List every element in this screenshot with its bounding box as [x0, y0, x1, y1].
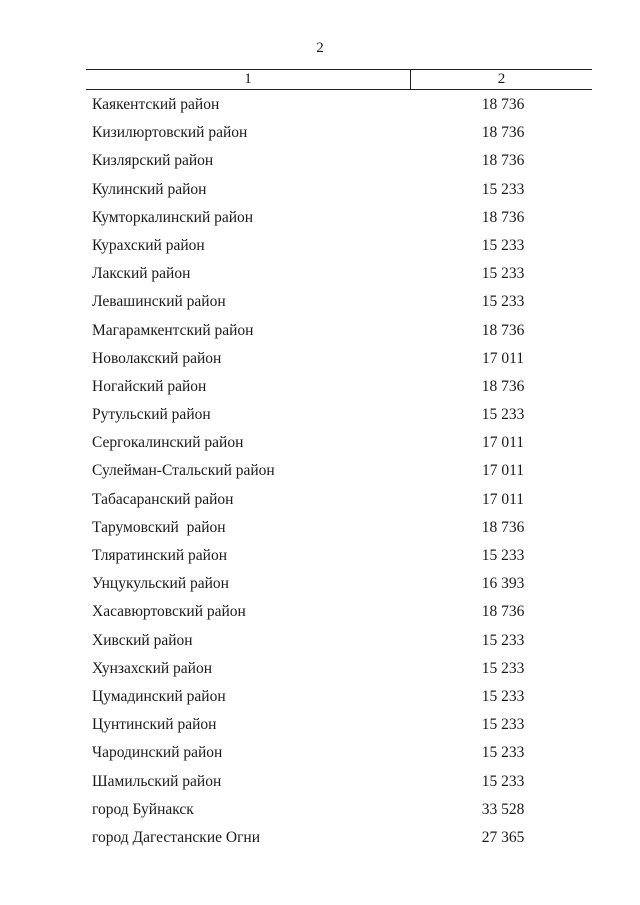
- district-name-cell: Сергокалинский район: [92, 434, 244, 452]
- district-name-cell: Кизлярский район: [92, 152, 214, 170]
- amount-cell: 17 011: [481, 349, 525, 367]
- table-row: [86, 744, 592, 772]
- amount-cell: 33 528: [481, 800, 525, 818]
- table-row: [86, 688, 592, 716]
- column-header-2: 2: [497, 71, 506, 87]
- amount-cell: 15 233: [481, 180, 525, 198]
- amount-cell: 18 736: [481, 321, 525, 339]
- table-row: [86, 773, 592, 801]
- table-row: [86, 322, 592, 350]
- district-name-cell: Новолакский район: [92, 349, 222, 367]
- district-name-cell: Рутульский район: [92, 406, 211, 424]
- district-name-cell: Цунтинский район: [92, 716, 217, 734]
- table-row: [86, 152, 592, 180]
- district-name-cell: Шамильский район: [92, 772, 222, 790]
- district-name-cell: Курахский район: [92, 236, 205, 254]
- table-row: [86, 462, 592, 490]
- amount-cell: 18 736: [481, 603, 525, 621]
- amount-cell: 15 233: [481, 659, 525, 677]
- table-row: [86, 378, 592, 406]
- table-row: [86, 350, 592, 378]
- district-name-cell: Ногайский район: [92, 377, 207, 395]
- table-row: [86, 829, 592, 857]
- district-name-cell: Сулейман-Стальский район: [92, 462, 275, 480]
- document-table: [86, 69, 592, 857]
- district-name-cell: Кулинский район: [92, 180, 207, 198]
- district-name-cell: Табасаранский район: [92, 490, 234, 508]
- district-name-cell: Унцукульский район: [92, 575, 229, 593]
- amount-cell: 15 233: [481, 744, 525, 762]
- table-row: [86, 660, 592, 688]
- amount-cell: 15 233: [481, 236, 525, 254]
- amount-cell: 15 233: [481, 687, 525, 705]
- amount-cell: 18 736: [481, 518, 525, 536]
- district-name-cell: Хивский район: [92, 631, 193, 649]
- district-name-cell: Магарамкентский район: [92, 321, 254, 339]
- district-name-cell: Хасавюртовский район: [92, 603, 246, 621]
- page-number: 2: [316, 40, 324, 56]
- district-name-cell: Кизилюртовский район: [92, 124, 248, 142]
- amount-cell: 18 736: [481, 377, 525, 395]
- column-header-1: 1: [86, 70, 411, 89]
- table-row: [86, 632, 592, 660]
- table-row: [86, 96, 592, 124]
- district-name-cell: Левашинский район: [92, 293, 226, 311]
- amount-cell: 18 736: [481, 152, 525, 170]
- table-row: [86, 519, 592, 547]
- district-name-cell: город Буйнакск: [92, 800, 194, 818]
- table-row: [86, 603, 592, 631]
- amount-cell: 17 011: [481, 434, 525, 452]
- district-name-cell: Тляратинский район: [92, 547, 227, 564]
- table-row: [86, 181, 592, 209]
- table-row: [86, 434, 592, 462]
- district-name-cell: Чародинский район: [92, 744, 223, 762]
- district-name-cell: Цумадинский район: [92, 687, 226, 705]
- district-name-cell: город Дагестанские Огни: [92, 828, 261, 846]
- table-row: [86, 406, 592, 434]
- table-body: [86, 96, 592, 857]
- amount-cell: 18 736: [481, 96, 525, 113]
- amount-cell: 15 233: [481, 547, 525, 564]
- district-name-cell: Лакский район: [92, 265, 191, 283]
- amount-cell: 15 233: [481, 631, 525, 649]
- district-name-cell: Каякентский район: [92, 96, 220, 113]
- amount-cell: 15 233: [481, 406, 525, 424]
- district-name-cell: Хунзахский район: [92, 659, 213, 677]
- table-row: [86, 293, 592, 321]
- table-row: [86, 801, 592, 829]
- amount-cell: 15 233: [481, 265, 525, 283]
- table-row: [86, 124, 592, 152]
- amount-cell: 17 011: [481, 490, 525, 508]
- district-name-cell: Тарумовский район: [92, 518, 226, 536]
- amount-cell: 16 393: [481, 575, 525, 593]
- table-row: [86, 716, 592, 744]
- table-row: [86, 575, 592, 603]
- amount-cell: 27 365: [481, 828, 525, 846]
- district-name-cell: Кумторкалинский район: [92, 208, 254, 226]
- table-header-row: [86, 69, 592, 90]
- table-row: [86, 491, 592, 519]
- amount-cell: 18 736: [481, 124, 525, 142]
- amount-cell: 15 233: [481, 772, 525, 790]
- amount-cell: 15 233: [481, 716, 525, 734]
- table-row: [86, 209, 592, 237]
- amount-cell: 18 736: [481, 208, 525, 226]
- table-row: [86, 547, 592, 575]
- amount-cell: 15 233: [481, 293, 525, 311]
- table-row: [86, 237, 592, 265]
- amount-cell: 17 011: [481, 462, 525, 480]
- table-row: [86, 265, 592, 293]
